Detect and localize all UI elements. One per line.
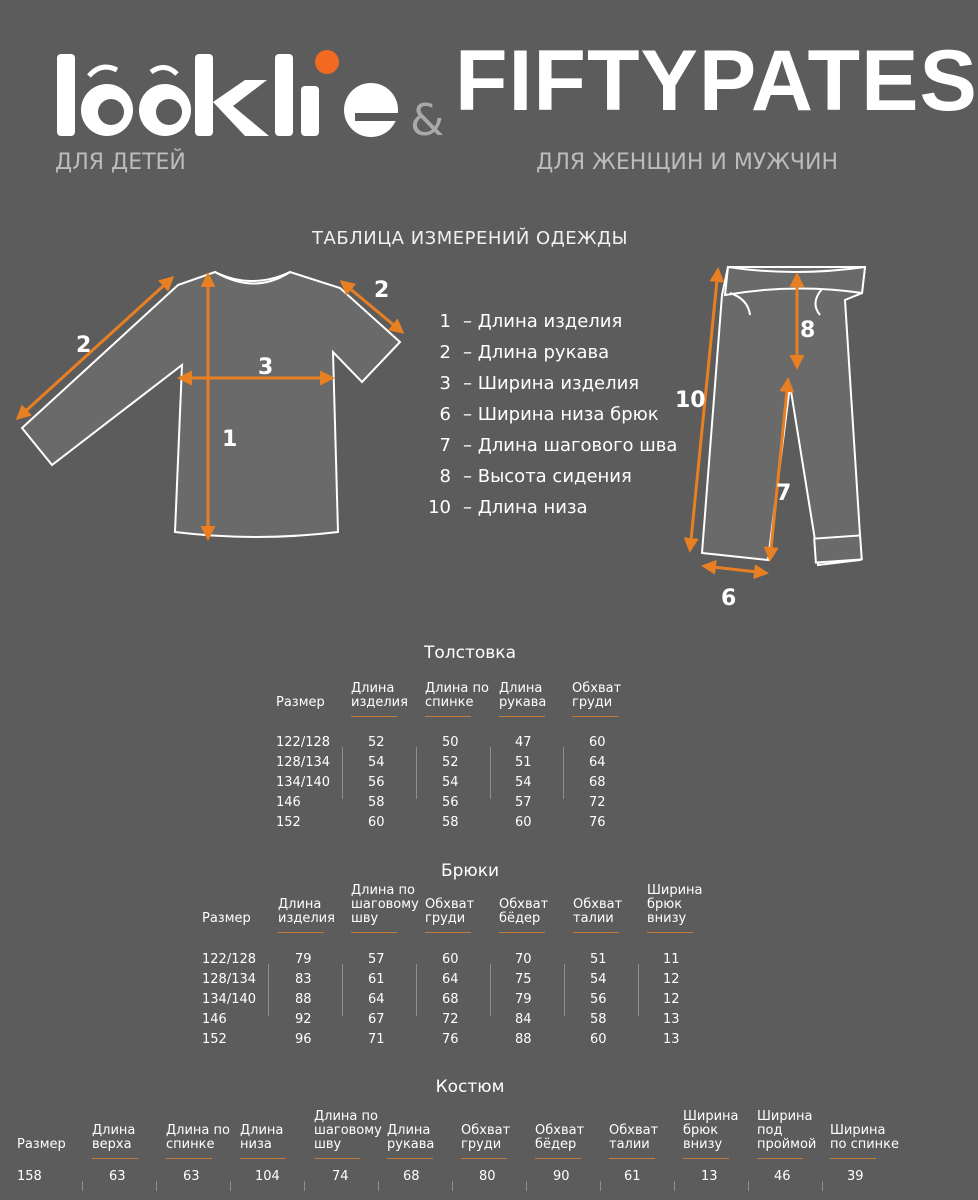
tolstovka-cell: 54 <box>442 775 459 790</box>
header-line: по спинке <box>830 1137 900 1152</box>
tolstovka-header-underline <box>572 716 618 717</box>
label-1: 1 <box>222 427 238 452</box>
kostyum-header-underline <box>757 1158 803 1159</box>
bryuki-header-underline <box>647 932 693 933</box>
bryuki-header-underline <box>499 932 545 933</box>
bryuki-cell: 84 <box>515 1012 532 1027</box>
kostyum-header <box>17 1138 66 1152</box>
tolstovka-divider <box>416 747 417 799</box>
kostyum-header <box>535 1124 584 1152</box>
tolstovka-header <box>425 682 489 710</box>
header-line: изделия <box>351 695 408 710</box>
legend-text: – Ширина изделия <box>463 373 640 394</box>
tolstovka-cell: 52 <box>442 755 459 770</box>
header-line: Длина <box>387 1123 431 1138</box>
kostyum-divider <box>600 1181 601 1191</box>
bryuki-header <box>278 898 335 926</box>
bryuki-divider <box>490 964 491 1016</box>
header-line: Обхват <box>573 897 623 912</box>
kostyum-cell: 61 <box>624 1169 641 1184</box>
kostyum-header <box>92 1124 135 1152</box>
header-line: Длина <box>92 1123 136 1138</box>
header-line: низа <box>240 1137 272 1152</box>
kostyum-cell: 80 <box>479 1169 496 1184</box>
measurement-legend <box>425 306 677 523</box>
kostyum-divider <box>452 1181 453 1191</box>
bryuki-cell: 134/140 <box>202 992 257 1007</box>
bryuki-cell: 11 <box>663 952 680 967</box>
bryuki-cell: 54 <box>590 972 607 987</box>
header-line: шву <box>351 911 379 926</box>
header-line: Обхват <box>535 1123 585 1138</box>
kostyum-header-underline <box>461 1158 507 1159</box>
kostyum-header-underline <box>830 1158 876 1159</box>
bryuki-cell: 64 <box>368 992 385 1007</box>
header-line: Длина по <box>425 681 489 696</box>
bryuki-divider <box>564 964 565 1016</box>
kostyum-header-underline <box>609 1158 655 1159</box>
header-line: Длина <box>278 897 322 912</box>
kostyum-header-underline <box>535 1158 581 1159</box>
kostyum-cell: 39 <box>847 1169 864 1184</box>
bryuki-cell: 51 <box>590 952 607 967</box>
bryuki-cell: 72 <box>442 1012 459 1027</box>
tolstovka-cell: 54 <box>368 755 385 770</box>
label-2-left: 2 <box>76 333 92 358</box>
tolstovka-cell: 56 <box>442 795 459 810</box>
legend-number: 8 <box>439 466 451 487</box>
tolstovka-cell: 68 <box>589 775 606 790</box>
header-line: бёдер <box>535 1137 577 1152</box>
kostyum-cell: 104 <box>255 1169 280 1184</box>
bryuki-header-underline <box>425 932 471 933</box>
kostyum-divider <box>822 1181 823 1191</box>
tolstovka-cell: 47 <box>515 735 532 750</box>
bryuki-cell: 79 <box>515 992 532 1007</box>
tolstovka-cell: 146 <box>276 795 301 810</box>
kostyum-header-underline <box>683 1158 729 1159</box>
bryuki-cell: 152 <box>202 1032 227 1047</box>
header-line: Размер <box>17 1137 66 1152</box>
label-6: 6 <box>721 586 737 611</box>
header-line: груди <box>425 911 466 926</box>
header-line: талии <box>573 911 614 926</box>
bryuki-divider <box>416 964 417 1016</box>
tolstovka-cell: 56 <box>368 775 385 790</box>
legend-number: 7 <box>439 435 451 456</box>
kostyum-divider <box>82 1181 83 1191</box>
header-line: Размер <box>202 911 251 926</box>
kostyum-cell: 63 <box>183 1169 200 1184</box>
bryuki-divider <box>638 964 639 1016</box>
legend-item <box>425 337 677 368</box>
header-line: под <box>757 1123 783 1138</box>
shirt-diagram <box>0 260 420 550</box>
brand2-subtitle: ДЛЯ ЖЕНЩИН И МУЖЧИН <box>536 150 838 175</box>
tolstovka-cell: 134/140 <box>276 775 331 790</box>
kostyum-divider <box>748 1181 749 1191</box>
kostyum-header <box>240 1124 283 1152</box>
bryuki-cell: 128/134 <box>202 972 257 987</box>
tolstovka-cell: 122/128 <box>276 735 331 750</box>
tolstovka-cell: 128/134 <box>276 755 331 770</box>
tolstovka-cell: 50 <box>442 735 459 750</box>
kostyum-header-underline <box>240 1158 286 1159</box>
header-line: Ширина <box>830 1123 886 1138</box>
header-line: Длина <box>499 681 543 696</box>
label-7: 7 <box>776 481 792 506</box>
kostyum-header-underline <box>92 1158 138 1159</box>
bryuki-header <box>573 898 622 926</box>
bryuki-cell: 67 <box>368 1012 385 1027</box>
tolstovka-cell: 57 <box>515 795 532 810</box>
kostyum-cell: 13 <box>701 1169 718 1184</box>
tolstovka-cell: 58 <box>442 815 459 830</box>
header-line: брюк <box>647 897 683 912</box>
fiftypates-logo: FIFTYPATES <box>455 33 978 129</box>
kostyum-divider <box>378 1181 379 1191</box>
legend-number: 1 <box>439 311 451 332</box>
header-line: брюк <box>683 1123 719 1138</box>
kostyum-header-underline <box>314 1158 360 1159</box>
header-line: рукава <box>499 695 547 710</box>
bryuki-cell: 57 <box>368 952 385 967</box>
bryuki-cell: 122/128 <box>202 952 257 967</box>
tolstovka-title: Толстовка <box>423 643 516 663</box>
bryuki-cell: 88 <box>515 1032 532 1047</box>
bryuki-cell: 60 <box>590 1032 607 1047</box>
header-line: шаговому <box>314 1123 382 1138</box>
kostyum-divider <box>674 1181 675 1191</box>
legend-item <box>425 461 677 492</box>
bryuki-cell: 12 <box>663 972 680 987</box>
header-line: Длина по <box>351 883 415 898</box>
header-line: бёдер <box>499 911 541 926</box>
header-line: рукава <box>387 1137 435 1152</box>
header-line: Ширина <box>683 1109 739 1124</box>
legend-item <box>425 368 677 399</box>
bryuki-cell: 75 <box>515 972 532 987</box>
tolstovka-cell: 60 <box>589 735 606 750</box>
kostyum-divider <box>304 1181 305 1191</box>
kostyum-header <box>314 1110 382 1152</box>
header-line: спинке <box>425 695 474 710</box>
legend-text: – Длина рукава <box>463 342 610 363</box>
kostyum-divider <box>526 1181 527 1191</box>
kostyum-cell: 74 <box>332 1169 349 1184</box>
kostyum-cell: 46 <box>774 1169 791 1184</box>
legend-number: 3 <box>439 373 451 394</box>
tolstovka-header <box>499 682 546 710</box>
tolstovka-cell: 64 <box>589 755 606 770</box>
pants-diagram <box>670 255 890 615</box>
header-line: талии <box>609 1137 650 1152</box>
header-line: Длина по <box>166 1123 230 1138</box>
kostyum-cell: 90 <box>553 1169 570 1184</box>
tolstovka-header-underline <box>425 716 471 717</box>
header-line: изделия <box>278 911 335 926</box>
bryuki-cell: 79 <box>295 952 312 967</box>
legend-number: 2 <box>439 342 451 363</box>
header-line: Длина <box>351 681 395 696</box>
legend-item <box>425 399 677 430</box>
bryuki-cell: 61 <box>368 972 385 987</box>
bryuki-cell: 12 <box>663 992 680 1007</box>
bryuki-header <box>499 898 548 926</box>
bryuki-cell: 92 <box>295 1012 312 1027</box>
tolstovka-header <box>351 682 408 710</box>
tolstovka-cell: 54 <box>515 775 532 790</box>
kostyum-title: Костюм <box>435 1077 505 1097</box>
header-line: Обхват <box>461 1123 511 1138</box>
legend-text: – Длина шагового шва <box>463 435 678 456</box>
tolstovka-cell: 51 <box>515 755 532 770</box>
tolstovka-cell: 76 <box>589 815 606 830</box>
bryuki-cell: 76 <box>442 1032 459 1047</box>
header-line: внизу <box>647 911 687 926</box>
legend-item <box>425 306 677 337</box>
bryuki-header-underline <box>351 932 397 933</box>
kostyum-divider <box>156 1181 157 1191</box>
bryuki-cell: 83 <box>295 972 312 987</box>
kostyum-header-underline <box>166 1158 212 1159</box>
kostyum-header <box>166 1124 230 1152</box>
bryuki-cell: 88 <box>295 992 312 1007</box>
tolstovka-divider <box>490 747 491 799</box>
kostyum-divider <box>230 1181 231 1191</box>
kostyum-cell: 68 <box>403 1169 420 1184</box>
tolstovka-cell: 60 <box>368 815 385 830</box>
bryuki-cell: 60 <box>442 952 459 967</box>
label-10: 10 <box>675 388 706 413</box>
header-line: Обхват <box>572 681 622 696</box>
shirt-outline <box>22 272 400 537</box>
header-line: Размер <box>276 695 325 710</box>
header-line: Обхват <box>499 897 549 912</box>
tolstovka-divider <box>563 747 564 799</box>
legend-text: – Ширина низа брюк <box>463 404 659 425</box>
bryuki-cell: 70 <box>515 952 532 967</box>
header-line: верха <box>92 1137 132 1152</box>
legend-text: – Длина низа <box>463 497 588 518</box>
tolstovka-header <box>276 696 325 710</box>
bryuki-header-underline <box>573 932 619 933</box>
tolstovka-cell: 52 <box>368 735 385 750</box>
header-line: шаговому <box>351 897 419 912</box>
kostyum-header <box>830 1124 899 1152</box>
kostyum-header <box>461 1124 510 1152</box>
tolstovka-cell: 72 <box>589 795 606 810</box>
tolstovka-cell: 60 <box>515 815 532 830</box>
bryuki-title: Брюки <box>440 861 500 881</box>
bryuki-cell: 68 <box>442 992 459 1007</box>
brand1-subtitle: ДЛЯ ДЕТЕЙ <box>55 150 186 175</box>
tolstovka-header <box>572 682 621 710</box>
bryuki-cell: 13 <box>663 1032 680 1047</box>
bryuki-cell: 56 <box>590 992 607 1007</box>
bryuki-cell: 13 <box>663 1012 680 1027</box>
label-2-right: 2 <box>374 278 390 303</box>
tolstovka-divider <box>342 747 343 799</box>
bryuki-header <box>351 884 419 926</box>
header-line: груди <box>461 1137 502 1152</box>
tolstovka-header-underline <box>499 716 545 717</box>
header-line: Длина по <box>314 1109 378 1124</box>
kostyum-cell: 63 <box>109 1169 126 1184</box>
header-line: груди <box>572 695 613 710</box>
tolstovka-cell: 152 <box>276 815 301 830</box>
bryuki-cell: 64 <box>442 972 459 987</box>
kostyum-header <box>609 1124 658 1152</box>
kostyum-cell: 158 <box>17 1169 42 1184</box>
header-line: Обхват <box>425 897 475 912</box>
ampersand: & <box>410 95 445 146</box>
bryuki-cell: 146 <box>202 1012 227 1027</box>
bryuki-cell: 58 <box>590 1012 607 1027</box>
header-line: проймой <box>757 1137 817 1152</box>
bryuki-header <box>647 884 703 926</box>
lookie-logo <box>55 40 405 150</box>
tolstovka-cell: 58 <box>368 795 385 810</box>
tolstovka-header-underline <box>351 716 397 717</box>
kostyum-header <box>387 1124 434 1152</box>
legend-text: – Высота сидения <box>463 466 632 487</box>
bryuki-header-underline <box>278 932 324 933</box>
bryuki-header <box>425 898 474 926</box>
header-line: Ширина <box>757 1109 813 1124</box>
legend-text: – Длина изделия <box>463 311 623 332</box>
legend-number: 6 <box>439 404 451 425</box>
header-line: Длина <box>240 1123 284 1138</box>
bryuki-divider <box>268 964 269 1016</box>
bryuki-cell: 96 <box>295 1032 312 1047</box>
kostyum-header-underline <box>387 1158 433 1159</box>
chart-title: ТАБЛИЦА ИЗМЕРЕНИЙ ОДЕЖДЫ <box>312 228 628 249</box>
bryuki-cell: 71 <box>368 1032 385 1047</box>
bryuki-divider <box>342 964 343 1016</box>
header-line: внизу <box>683 1137 723 1152</box>
header-line: шву <box>314 1137 342 1152</box>
kostyum-header <box>683 1110 739 1152</box>
label-8: 8 <box>800 318 816 343</box>
bryuki-header <box>202 912 251 926</box>
kostyum-header <box>757 1110 816 1152</box>
header-line: спинке <box>166 1137 215 1152</box>
label-3: 3 <box>258 355 274 380</box>
legend-item <box>425 492 677 523</box>
header-line: Обхват <box>609 1123 659 1138</box>
legend-number: 10 <box>428 497 451 518</box>
header-line: Ширина <box>647 883 703 898</box>
legend-item <box>425 430 677 461</box>
